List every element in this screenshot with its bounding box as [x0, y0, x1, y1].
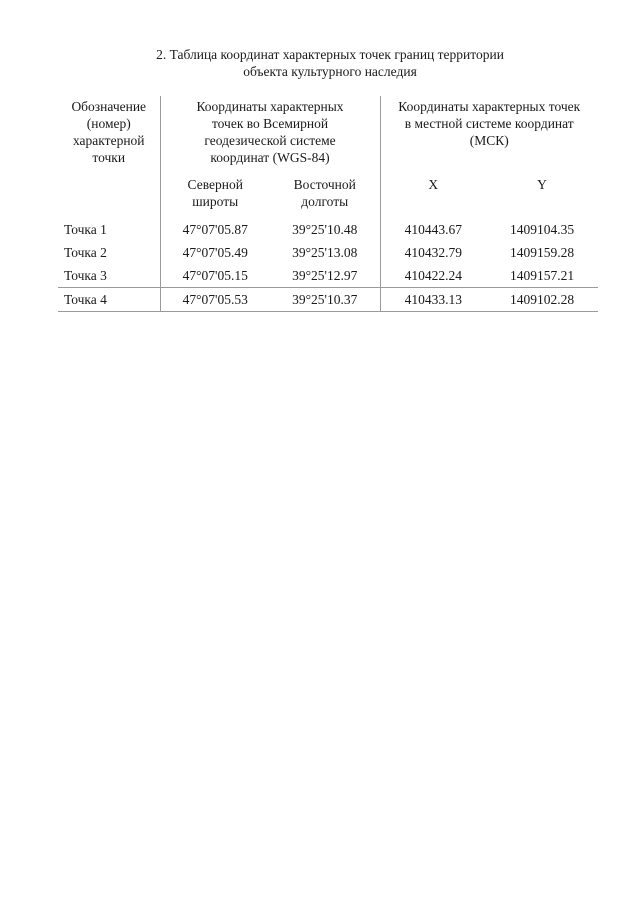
header-designation-line: (номер)	[86, 116, 131, 131]
coordinates-table	[58, 96, 598, 312]
y-coordinate-cell: 1409104.35	[509, 222, 575, 237]
header-wgs84-line: Координаты характерных	[196, 99, 344, 114]
north-latitude-cell: 47°07'05.87	[182, 222, 248, 237]
point-label: Точка 2	[58, 241, 160, 264]
north-latitude-cell: 47°07'05.49	[182, 245, 248, 260]
title-line-1: 2. Таблица координат характерных точек границ территории	[156, 47, 504, 62]
header-msk	[380, 96, 598, 174]
table-row	[58, 218, 598, 241]
east-longitude-cell: 39°25'10.37	[270, 288, 380, 312]
x-coordinate-cell: 410432.79	[404, 245, 462, 260]
header-wgs84-line: точек во Всемирной	[211, 116, 329, 131]
document-title	[60, 46, 600, 80]
x-coordinate-cell: 410422.24	[404, 268, 462, 283]
subheader-east	[270, 174, 380, 218]
header-wgs84-line: геодезической системе	[204, 133, 336, 148]
header-designation	[58, 96, 160, 174]
header-msk-line: в местной системе координат	[404, 116, 574, 131]
title-line-2: объекта культурного наследия	[243, 64, 417, 79]
table-row	[58, 288, 598, 312]
header-msk-line: Координаты характерных точек	[398, 99, 581, 114]
subheader-east-line: долготы	[301, 194, 349, 209]
header-designation-line: точки	[92, 150, 126, 165]
coordinates-table-container	[58, 96, 598, 312]
y-coordinate-cell: 1409157.21	[509, 268, 575, 283]
x-coordinate-cell: 410443.67	[404, 222, 462, 237]
header-designation-line: характерной	[72, 133, 145, 148]
point-label: Точка 4	[58, 288, 160, 312]
header-wgs84	[160, 96, 380, 174]
subheader-x: X	[428, 177, 439, 192]
east-longitude-cell: 39°25'13.08	[270, 241, 380, 264]
header-wgs84-line: координат (WGS-84)	[210, 150, 330, 165]
y-coordinate-cell: 1409159.28	[509, 245, 575, 260]
table-subheader-row	[58, 174, 598, 218]
point-label: Точка 1	[58, 218, 160, 241]
header-designation-line: Обозначение	[71, 99, 147, 114]
table-row	[58, 241, 598, 264]
east-longitude-cell: 39°25'12.97	[270, 264, 380, 288]
subheader-empty	[58, 174, 160, 218]
north-latitude-cell: 47°07'05.15	[182, 268, 248, 283]
subheader-y: Y	[537, 177, 547, 192]
point-label: Точка 3	[58, 264, 160, 288]
subheader-north-line: Северной	[187, 177, 243, 192]
y-coordinate-cell: 1409102.28	[486, 288, 598, 312]
subheader-north-line: широты	[192, 194, 239, 209]
table-row	[58, 264, 598, 288]
x-coordinate-cell: 410433.13	[380, 288, 486, 312]
table-header-row	[58, 96, 598, 174]
subheader-east-line: Восточной	[293, 177, 356, 192]
subheader-north	[160, 174, 270, 218]
east-longitude-cell: 39°25'10.48	[270, 218, 380, 241]
north-latitude-cell: 47°07'05.53	[160, 288, 270, 312]
header-msk-line: (МСК)	[469, 133, 509, 148]
